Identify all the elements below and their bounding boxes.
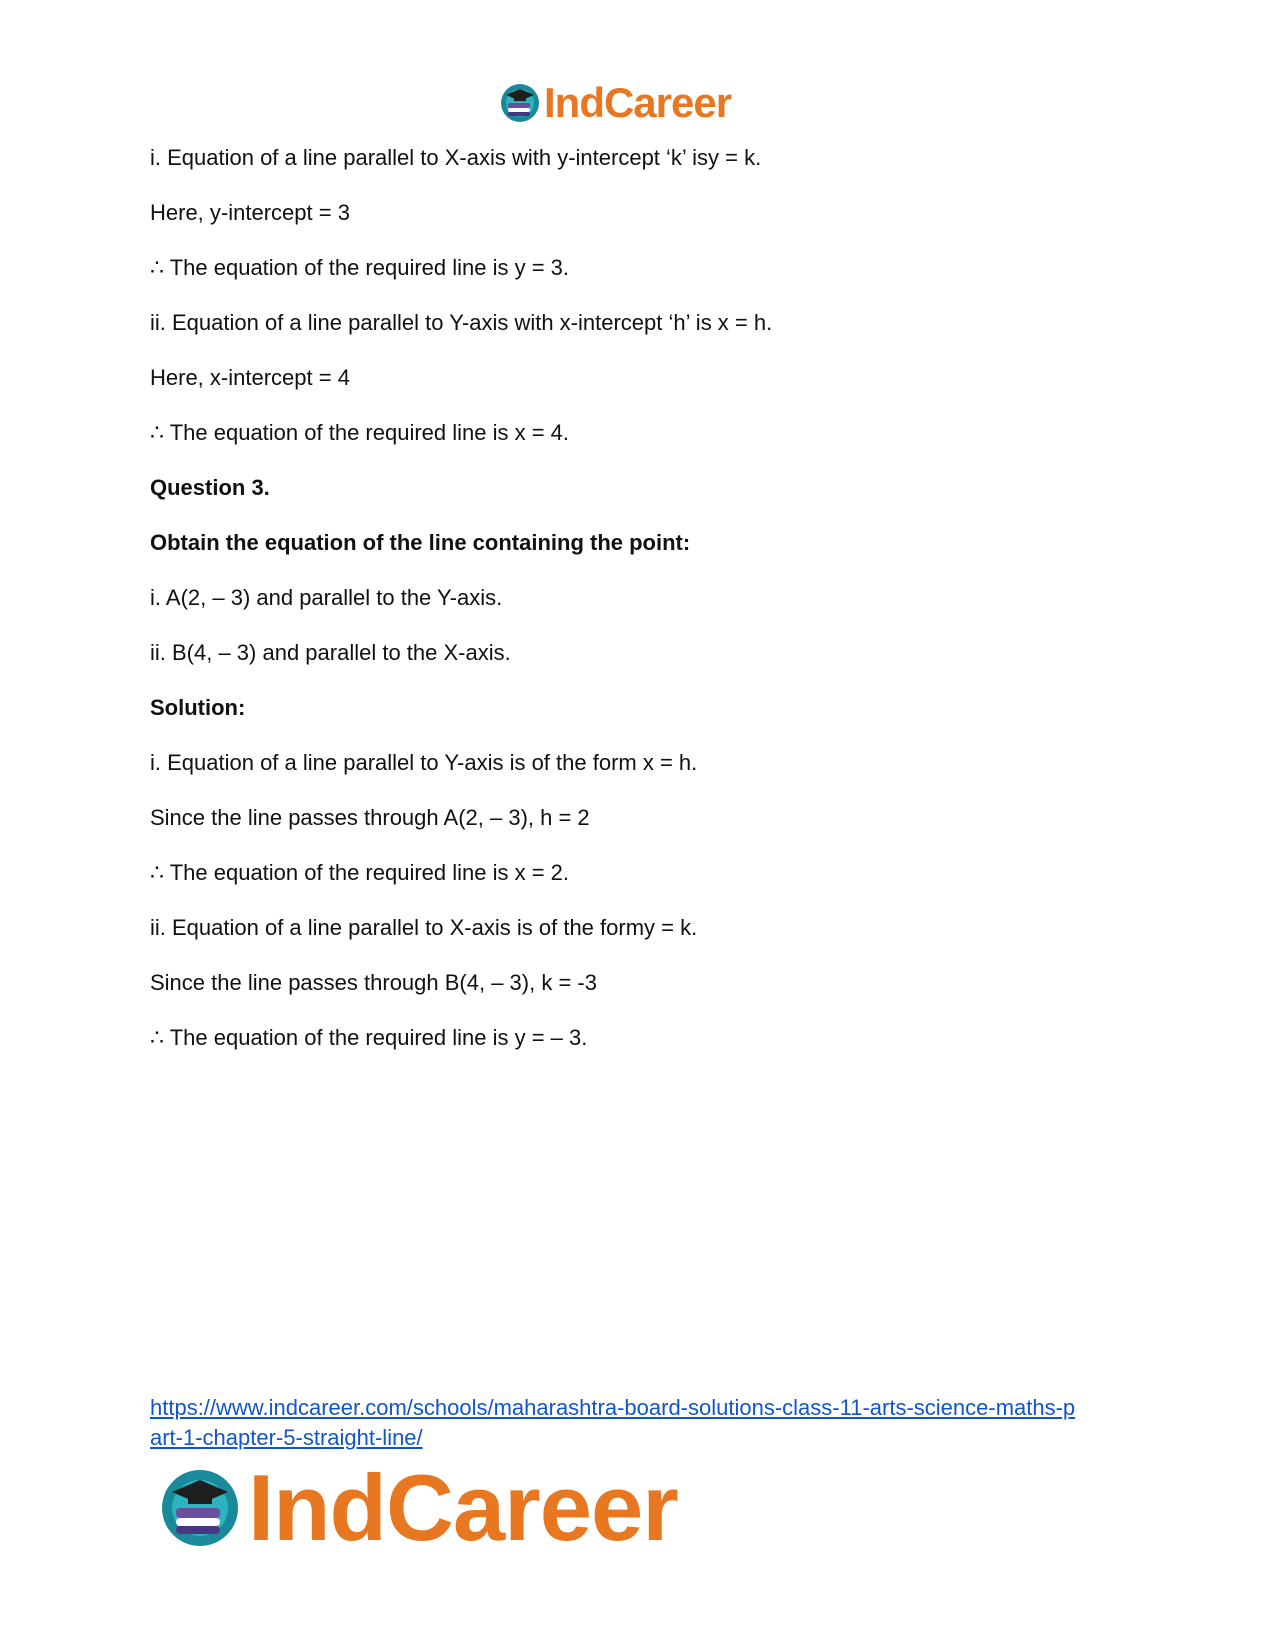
footer-logo <box>160 1455 678 1560</box>
text-line: Since the line passes through B(4, – 3), k = -3 <box>150 970 597 995</box>
text-line: Here, x-intercept = 4 <box>150 365 350 390</box>
logo-text: IndCareer <box>544 79 732 126</box>
document-body <box>150 145 1130 1080</box>
text-line: i. Equation of a line parallel to X-axis with y-intercept ‘k’ isy = k. <box>150 145 762 170</box>
text-line: i. Equation of a line parallel to Y-axis is of the form x = h. <box>150 750 698 775</box>
text-line: ∴ The equation of the required line is y = – 3. <box>150 1025 588 1050</box>
text-line: ∴ The equation of the required line is y = 3. <box>150 255 570 280</box>
text-line: Since the line passes through A(2, – 3), h = 2 <box>150 805 590 830</box>
source-link-line-1[interactable]: https://www.indcareer.com/schools/maharashtra-board-solutions-class-11-arts-science-maths-p <box>150 1395 1076 1420</box>
heading-line: Question 3. <box>150 475 270 500</box>
text-line: ii. Equation of a line parallel to Y-axis with x-intercept ‘h’ is x = h. <box>150 310 773 335</box>
graduation-cap-books-icon <box>160 1468 240 1548</box>
text-line: ∴ The equation of the required line is x = 2. <box>150 860 570 885</box>
logo-text: IndCareer <box>248 1455 678 1560</box>
graduation-cap-books-icon <box>500 83 540 123</box>
heading-line: Obtain the equation of the line containing the point: <box>150 530 691 555</box>
text-line: ∴ The equation of the required line is x = 4. <box>150 420 570 445</box>
header-logo <box>500 78 731 128</box>
source-link[interactable] <box>150 1393 1130 1453</box>
source-link-line-2[interactable]: art-1-chapter-5-straight-line/ <box>150 1425 423 1450</box>
text-line: ii. Equation of a line parallel to X-axis is of the formy = k. <box>150 915 698 940</box>
text-line: i. A(2, – 3) and parallel to the Y-axis. <box>150 585 503 610</box>
text-line: ii. B(4, – 3) and parallel to the X-axis. <box>150 640 511 665</box>
text-line: Here, y-intercept = 3 <box>150 200 350 225</box>
heading-line: Solution: <box>150 695 246 720</box>
